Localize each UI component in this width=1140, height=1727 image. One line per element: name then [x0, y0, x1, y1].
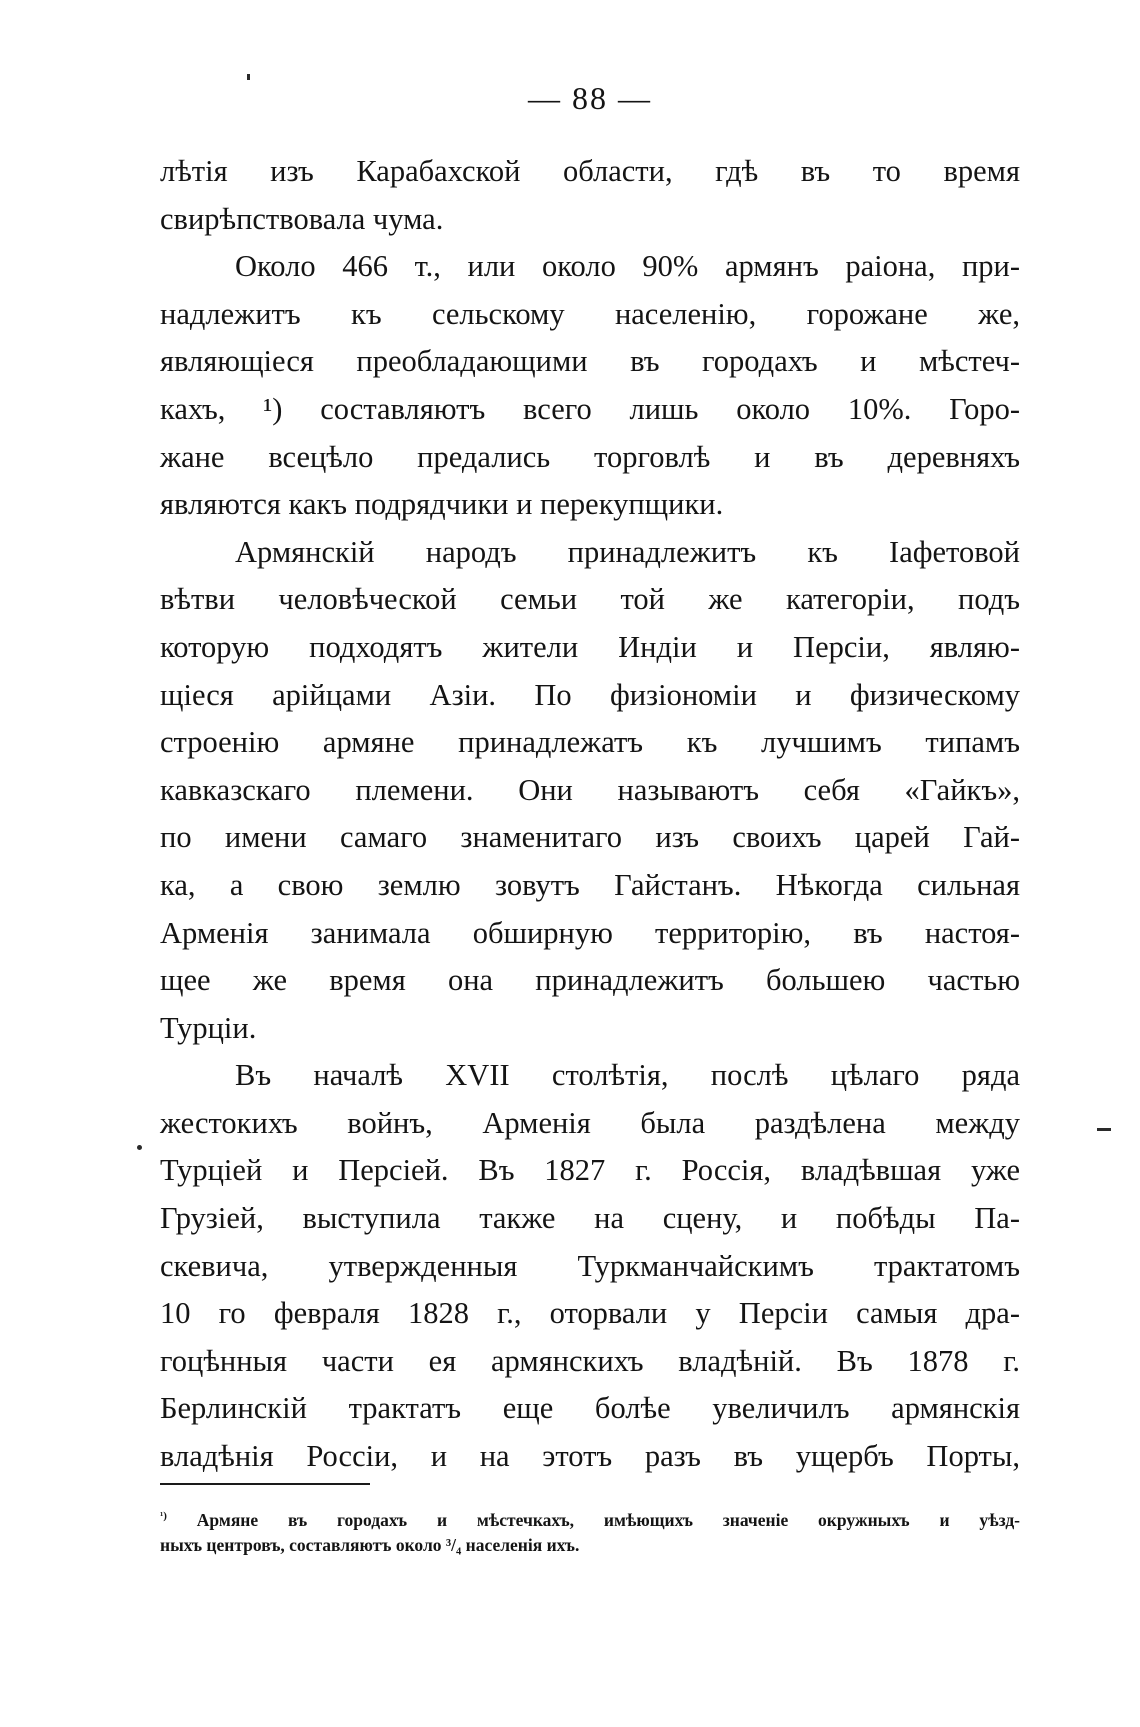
body-text	[160, 148, 1020, 1481]
footnote-divider	[160, 1483, 370, 1485]
page-number: — 88 —	[528, 80, 652, 116]
scan-speck	[137, 1145, 142, 1150]
text-line: Около 466 т., или около 90% армянъ раіона, при-	[235, 249, 1020, 284]
text-line: которую подходятъ жители Индіи и Персіи, являю-	[160, 629, 1020, 664]
text-line: строенію армяне принадлежатъ къ лучшимъ типамъ	[160, 725, 1020, 760]
scan-speck	[247, 74, 250, 80]
text-line: являющіеся преобладающими въ городахъ и мѣстеч-	[160, 344, 1020, 379]
text-line: ка, а свою землю зовутъ Гайстанъ. Нѣкогда сильная	[160, 867, 1020, 902]
text-line: свирѣпствовала чума.	[160, 201, 444, 236]
text-line: Турціи.	[160, 1010, 257, 1045]
text-line: кавказскаго племени. Они называютъ себя «Гайкъ»,	[160, 772, 1020, 807]
footnote-line: ныхъ центровъ, составляютъ около ³/₄ населенія ихъ.	[160, 1535, 580, 1555]
text-line: кахъ, ¹) составляютъ всего лишь около 10%. Горо-	[160, 391, 1020, 426]
footnote-line-text: Армяне въ городахъ и мѣстечкахъ, имѣющихъ значеніе окружныхъ и уѣзд-	[196, 1510, 1020, 1530]
text-line: Берлинскій трактатъ еще болѣе увеличилъ армянскія	[160, 1391, 1020, 1426]
text-line: владѣнія Россіи, и на этотъ разъ въ ущербъ Порты,	[160, 1439, 1020, 1474]
text-line: Въ началѣ XVII столѣтія, послѣ цѣлаго ряда	[235, 1058, 1020, 1093]
text-line: жане всецѣло предались торговлѣ и въ деревняхъ	[160, 439, 1020, 474]
text-line: Армянскій народъ принадлежитъ къ Іафетовой	[235, 534, 1020, 569]
text-line: Арменія занимала обширную территорію, въ настоя-	[160, 915, 1020, 950]
text-line: по имени самаго знаменитаго изъ своихъ царей Гай-	[160, 820, 1020, 855]
text-line: лѣтія изъ Карабахской области, гдѣ въ то время	[160, 154, 1020, 188]
text-line: скевича, утвержденныя Туркманчайскимъ трактатомъ	[160, 1248, 1020, 1283]
text-line: гоцѣнныя части ея армянскихъ владѣній. Въ 1878 г.	[160, 1343, 1020, 1378]
text-line: Турціей и Персіей. Въ 1827 г. Россія, владѣвшая уже	[160, 1153, 1020, 1188]
footnote-line	[160, 1508, 1020, 1533]
footnote-marker: ¹)	[160, 1510, 167, 1522]
text-line: щіеся арійцами Азіи. По физіономіи и физическому	[160, 677, 1020, 712]
text-line: вѣтви человѣческой семьи той же категоріи, подъ	[160, 582, 1020, 617]
text-line: надлежитъ къ сельскому населенію, горожане же,	[160, 296, 1020, 331]
footnote	[160, 1508, 1020, 1558]
text-line: щее же время она принадлежитъ большею частью	[160, 963, 1020, 998]
text-line: являются какъ подрядчики и перекупщики.	[160, 487, 724, 522]
scan-speck	[1097, 1128, 1111, 1131]
text-line: жестокихъ войнъ, Арменія была раздѣлена между	[160, 1105, 1020, 1140]
text-line: Грузіей, выступила также на сцену, и побѣды Па-	[160, 1201, 1020, 1236]
text-line: 10 го февраля 1828 г., оторвали у Персіи самыя дра-	[160, 1296, 1020, 1331]
